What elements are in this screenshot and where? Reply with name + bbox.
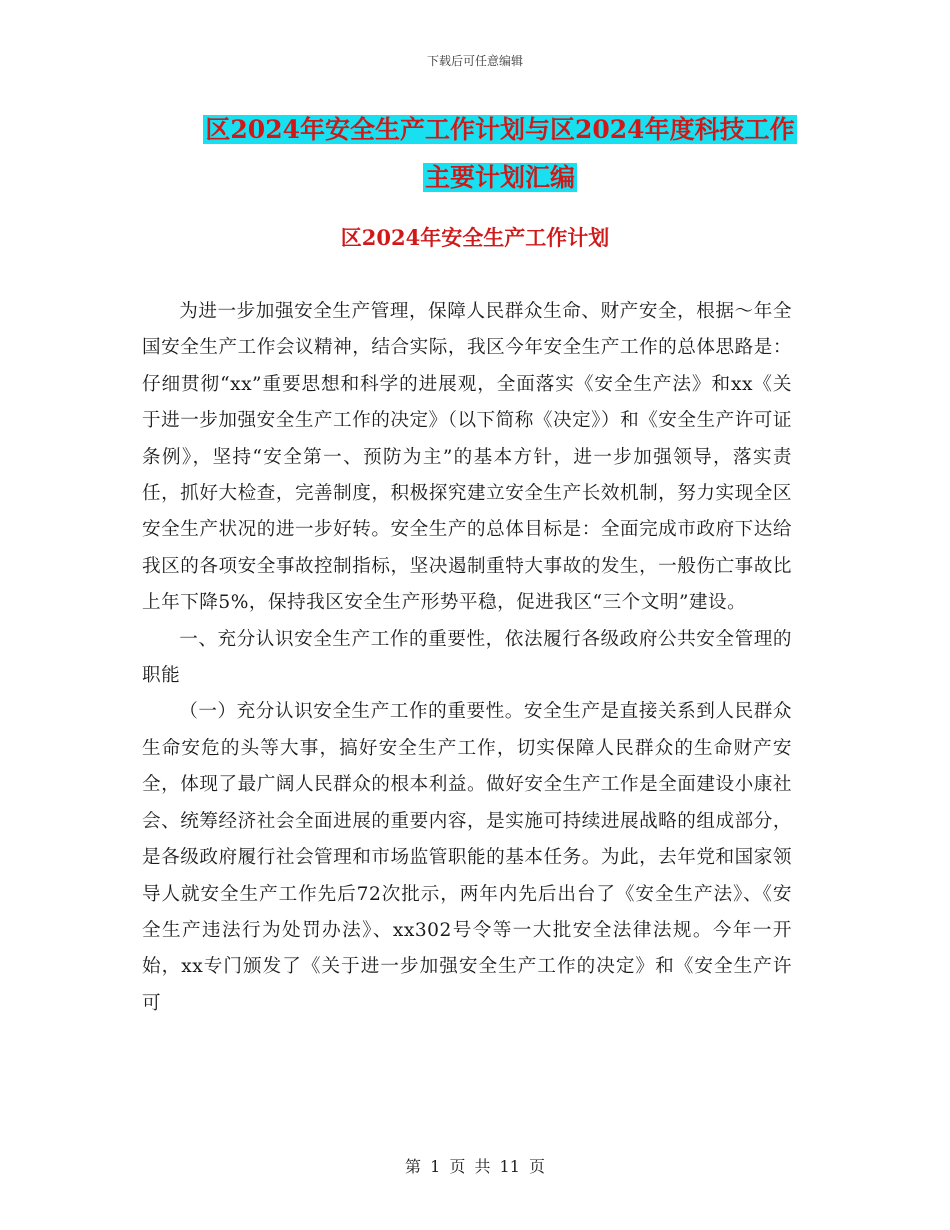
paragraph-heading-1: 一、充分认识安全生产工作的重要性，依法履行各级政府公共安全管理的职能 <box>142 628 792 687</box>
section-title: 区2024年安全生产工作计划 <box>340 225 610 250</box>
document-title <box>140 106 860 202</box>
body-text <box>142 294 792 1022</box>
page-footer: 第 1 页 共 11 页 <box>405 1157 545 1176</box>
header-note: 下载后可任意编辑 <box>426 54 523 68</box>
paragraph-intro: 为进一步加强安全生产管理，保障人民群众生命、财产安全，根据～年全国安全生产工作会议精神，结合实际，我区今年安全生产工作的总体思路是：仔细贯彻“xx”重要思想和科学的进展观，全面落实《安全生产法》和xx《关于进一步加强安全生产工作的决定》（以下简称《决定》）和《安全生产许可证条例》，坚持“安全第一、预防为主”的基本方针，进一步加强领导，落实责任，抓好大检查，完善制度，积极探究建立安全生产长效机制，努力实现全区安全生产状况的进一步好转。安全生产的总体目标是：全面完成市政府下达给我区的各项安全事故控制指标，坚决遏制重特大事故的发生，一般伤亡事故比上年下降5%，保持我区安全生产形势平稳，促进我区“三个文明”建设。 <box>142 301 792 614</box>
document-title-line1: 区2024年安全生产工作计划与区2024年度科技工作 <box>205 115 795 144</box>
document-title-line2: 主要计划汇编 <box>424 163 575 192</box>
paragraph-subsection-1: （一）充分认识安全生产工作的重要性。安全生产是直接关系到人民群众生命安危的头等大事，搞好安全生产工作，切实保障人民群众的生命财产安全，体现了最广阔人民群众的根本利益。做好安全生产工作是全面建设小康社会、统筹经济社会全面进展的重要内容，是实施可持续进展战略的组成部分，是各级政府履行社会管理和市场监管职能的基本任务。为此，去年党和国家领导人就安全生产工作先后72次批示，两年内先后出台了《安全生产法》、《安全生产违法行为处罚办法》、xx302号令等一大批安全法律法规。今年一开始，xx专门颁发了《关于进一步加强安全生产工作的决定》和《安全生产许可 <box>142 701 792 1014</box>
